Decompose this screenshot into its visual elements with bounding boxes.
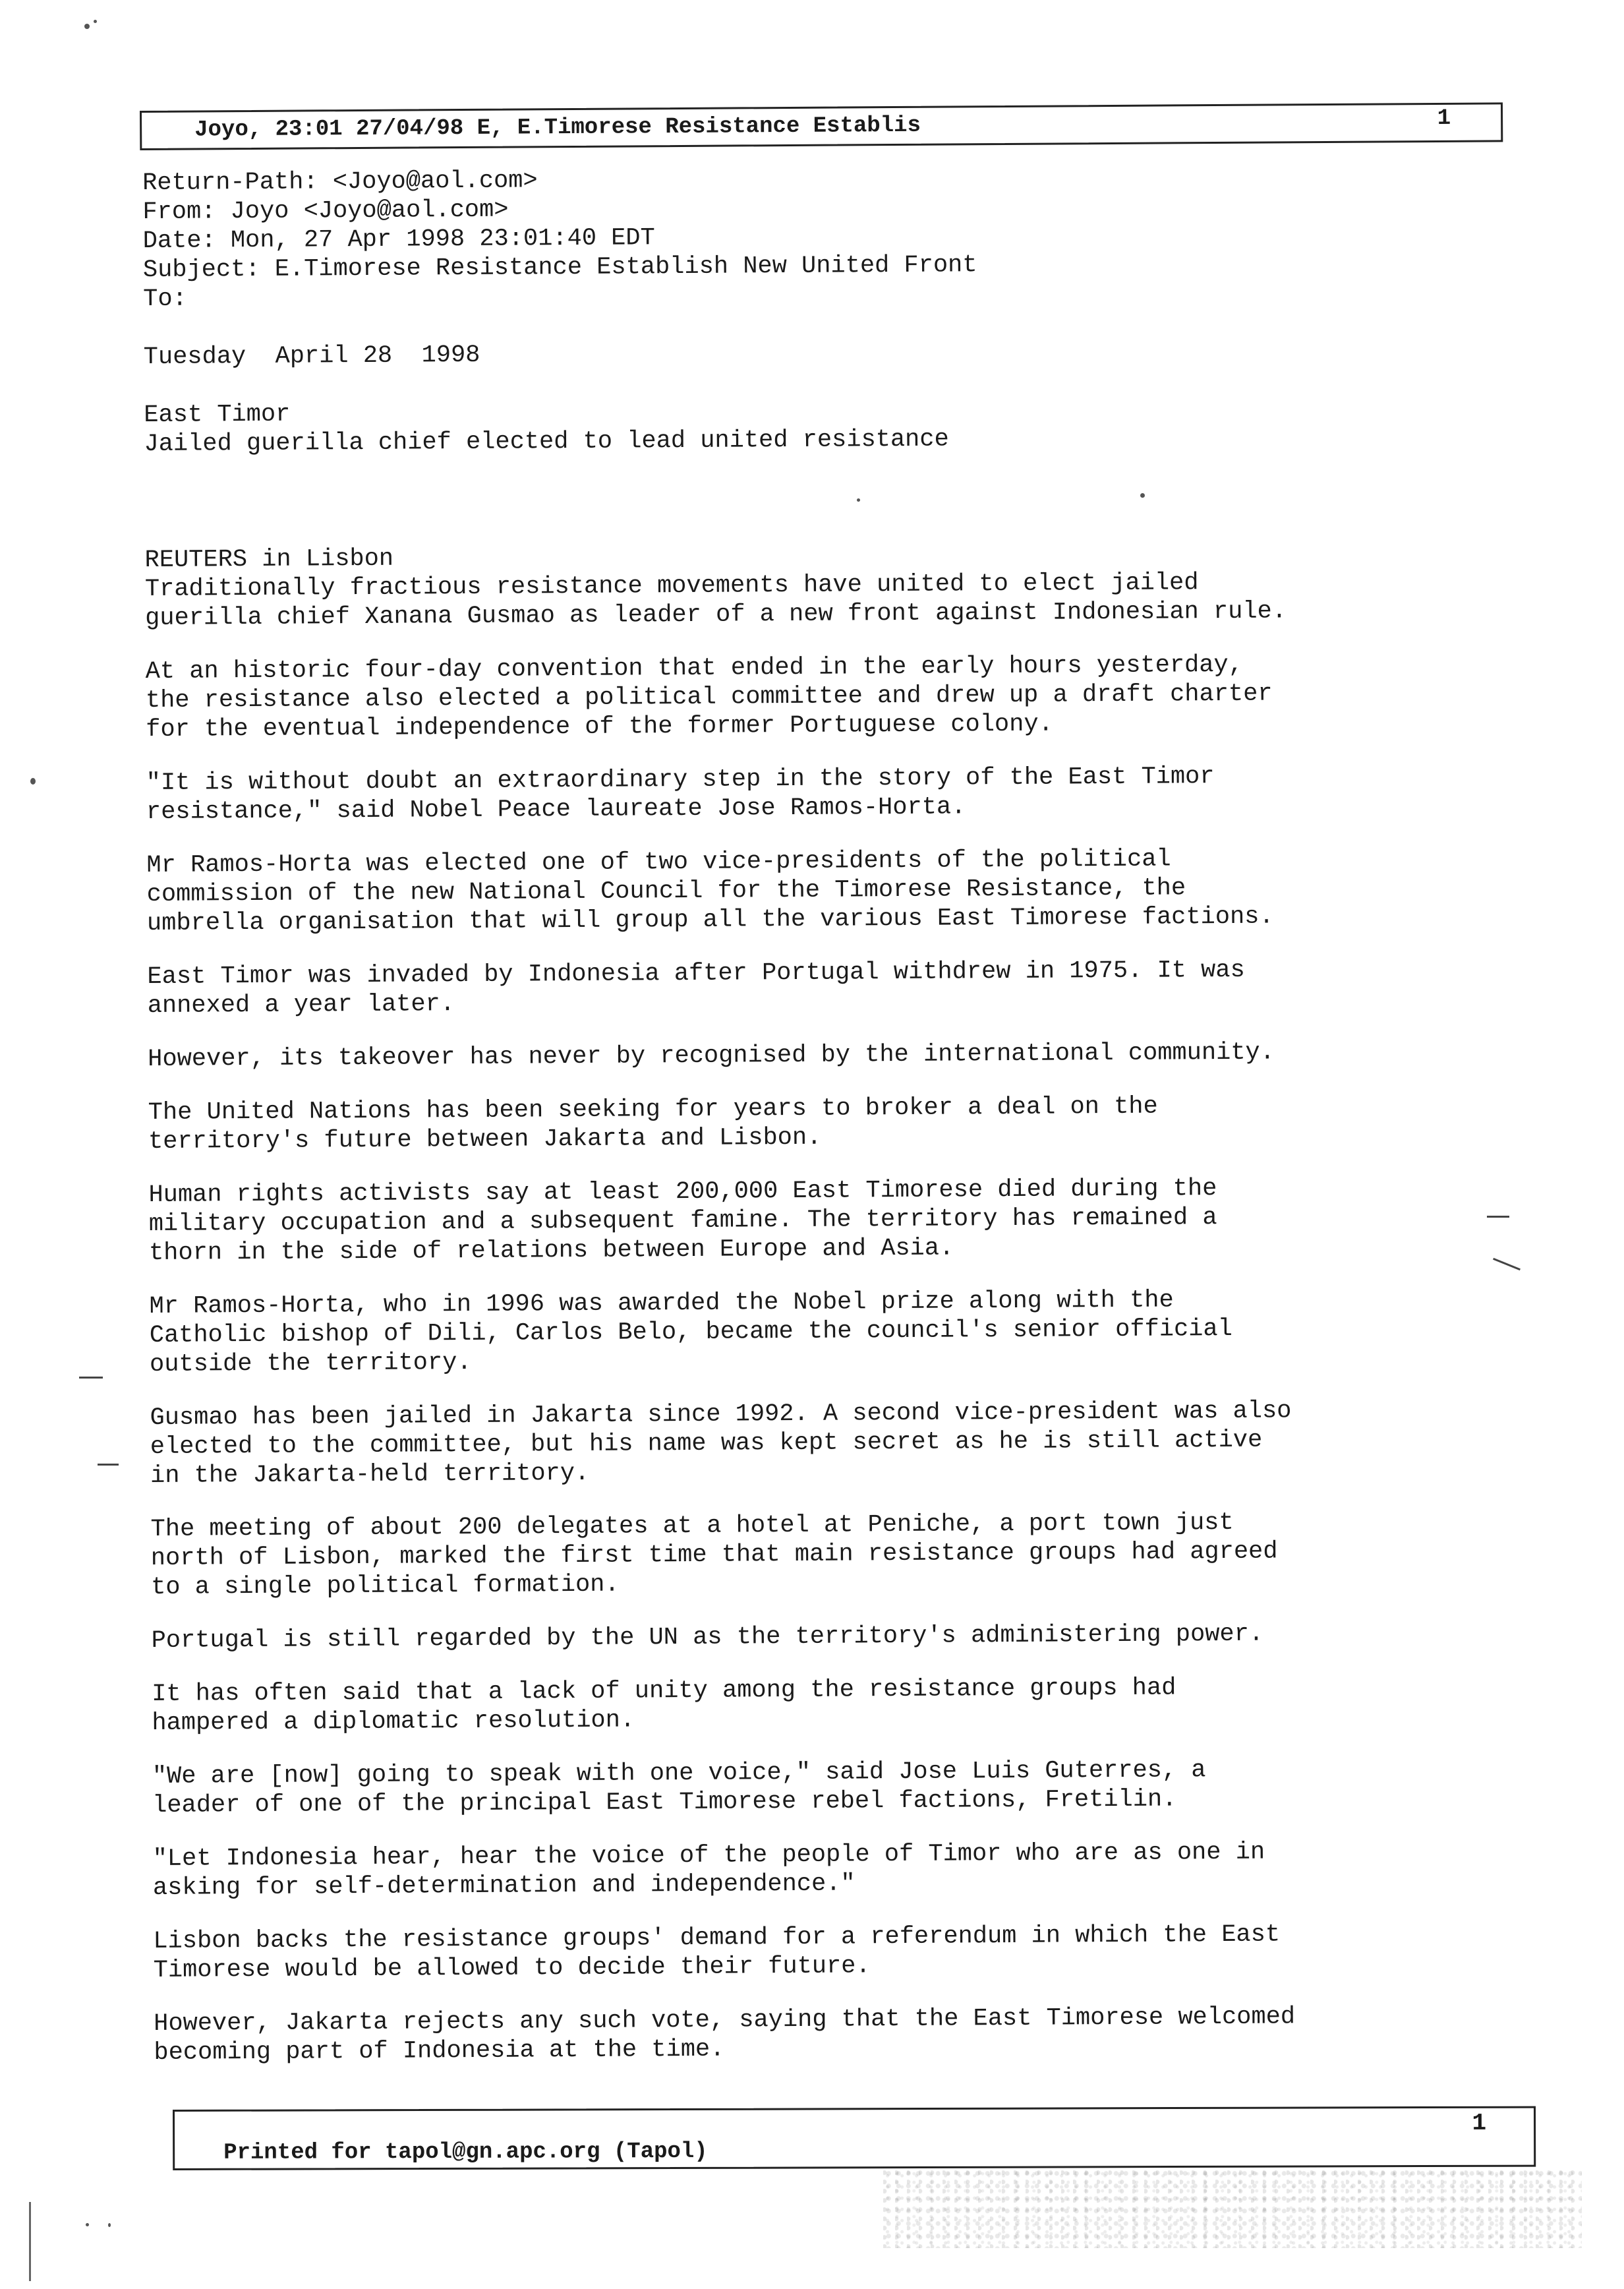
paragraph-line: However, Jakarta rejects any such vote, saying that the East Timorese welcomed (154, 2003, 1296, 2038)
paragraph-line: elected to the committee, but his name was kept secret as he is still active (150, 1426, 1263, 1461)
paragraph-line: Catholic bishop of Dili, Carlos Belo, became the council's senior official (149, 1315, 1232, 1350)
margin-mark (29, 2202, 31, 2281)
print-header-page-number: 1 (1437, 105, 1451, 131)
paragraph-line: to a single political formation. (151, 1570, 620, 1601)
scan-noise (883, 2169, 1582, 2248)
body-paragraph (148, 1173, 1454, 1268)
print-header-title: Joyo, 23:01 27/04/98 E, E.Timorese Resistance Establis (194, 113, 921, 143)
paragraph-line: annexed a year later. (147, 990, 455, 1020)
paragraph-line: The meeting of about 200 delegates at a hotel at Peniche, a port town just (150, 1508, 1234, 1543)
body-paragraph (148, 1090, 1454, 1156)
body-paragraph (149, 1284, 1455, 1379)
paragraph-line: resistance," said Nobel Peace laureate Jose Ramos-Horta. (146, 793, 966, 826)
scan-speck (94, 20, 97, 23)
body-paragraph (153, 1837, 1459, 1903)
email-content (142, 161, 1459, 2067)
date-header: Date: Mon, 27 Apr 1998 23:01:40 EDT (142, 224, 655, 255)
body-paragraph (146, 843, 1452, 938)
article-section: East Timor (144, 400, 291, 429)
body-paragraph (147, 955, 1453, 1021)
body-paragraph (146, 649, 1451, 744)
margin-mark (98, 1464, 119, 1466)
paragraph-line: hampered a diplomatic resolution. (152, 1706, 635, 1737)
article-lead-block (144, 538, 1450, 633)
paragraph-line: in the Jakarta-held territory. (150, 1459, 590, 1490)
paragraph-line: outside the territory. (149, 1348, 472, 1379)
body-paragraph (152, 1754, 1458, 1820)
subject-header: Subject: E.Timorese Resistance Establish New United Front (142, 251, 977, 284)
lead-line: guerilla chief Xanana Gusmao as leader of a new front against Indonesian rule. (145, 597, 1287, 632)
body-paragraph (148, 1037, 1453, 1074)
print-footer-bar (173, 2106, 1536, 2170)
lead-line: Traditionally fractious resistance movements have united to elect jailed (144, 569, 1199, 603)
scan-speck (84, 24, 90, 29)
body-paragraph (153, 1919, 1459, 1985)
paragraph-line: asking for self-determination and independence." (152, 1870, 856, 1902)
scan-speck (108, 2223, 111, 2227)
print-header-bar (140, 102, 1503, 150)
body-paragraph (152, 1619, 1457, 1655)
paragraph-line: However, its takeover has never by recognised by the international community. (148, 1038, 1275, 1073)
scan-speck (1140, 493, 1145, 498)
scan-speck (86, 2223, 89, 2226)
body-paragraph (146, 761, 1452, 827)
paragraph-line: Timorese would be allowed to decide their future. (153, 1952, 871, 1984)
paragraph-line: becoming part of Indonesia at the time. (154, 2035, 725, 2067)
body-paragraph (152, 1672, 1457, 1738)
article-byline: REUTERS in Lisbon (144, 545, 394, 574)
paragraph-line: Human rights activists say at least 200,000 East Timorese died during the (148, 1175, 1217, 1209)
scan-speck (857, 498, 860, 502)
paragraph-line: The United Nations has been seeking for years to broker a deal on the (148, 1092, 1158, 1127)
paragraph-line: thorn in the side of relations between Europe and Asia. (148, 1234, 954, 1267)
paragraph-line: East Timor was invaded by Indonesia after Portugal withdrew in 1975. It was (147, 956, 1245, 991)
paragraph-line: north of Lisbon, marked the first time that main resistance groups had agreed (150, 1537, 1278, 1572)
scan-speck (30, 778, 36, 785)
paragraph-line: It has often said that a lack of unity among the resistance groups had (152, 1674, 1176, 1708)
return-path-header: Return-Path: <Joyo@aol.com> (142, 167, 538, 197)
paragraph-line: "We are [now] going to speak with one voice," said Jose Luis Guterres, a (152, 1756, 1206, 1791)
paragraph-line: military occupation and a subsequent famine. The territory has remained a (148, 1204, 1217, 1238)
paragraph-line: territory's future between Jakarta and Lisbon. (148, 1123, 822, 1156)
margin-mark (1493, 1258, 1521, 1270)
paragraph-line: umbrella organisation that will group all the various East Timorese factions. (146, 903, 1274, 937)
paragraph-line: commission of the new National Council for the Timorese Resistance, the (146, 874, 1186, 908)
article-dateline: Tuesday April 28 1998 (143, 341, 480, 371)
article-headline: Jailed guerilla chief elected to lead united resistance (144, 425, 949, 458)
paragraph-line: for the eventual independence of the former Portuguese colony. (146, 710, 1053, 744)
body-paragraph (150, 1396, 1455, 1491)
paragraph-line: Mr Ramos-Horta, who in 1996 was awarded the Nobel prize along with the (149, 1286, 1174, 1321)
from-header: From: Joyo <Joyo@aol.com> (142, 196, 509, 226)
paragraph-line: "Let Indonesia hear, hear the voice of the people of Timor who are as one in (152, 1838, 1265, 1873)
paragraph-line: leader of one of the principal East Timorese rebel factions, Fretilin. (152, 1785, 1177, 1820)
paragraph-line: Portugal is still regarded by the UN as the territory's administering power. (151, 1620, 1264, 1655)
paragraph-line: Mr Ramos-Horta was elected one of two vice-presidents of the political (146, 845, 1171, 879)
paragraph-line: Lisbon backs the resistance groups' demand for a referendum in which the East (153, 1920, 1281, 1955)
paragraph-line: the resistance also elected a political committee and drew up a draft charter (145, 680, 1273, 715)
print-footer-page-number: 1 (1472, 2109, 1487, 2137)
margin-mark (1487, 1216, 1509, 1218)
margin-mark (79, 1377, 103, 1379)
to-header: To: (143, 285, 187, 313)
paragraph-line: Gusmao has been jailed in Jakarta since 1992. A second vice-president was also (150, 1397, 1292, 1432)
body-paragraph (150, 1507, 1456, 1602)
body-paragraph (154, 2002, 1459, 2067)
paragraph-line: "It is without doubt an extraordinary step in the story of the East Timor (146, 763, 1215, 797)
article-heading-block (144, 393, 1449, 459)
email-headers (142, 161, 1448, 314)
printed-for-label: Printed for tapol@gn.apc.org (Tapol) (223, 2139, 708, 2166)
paragraph-line: At an historic four-day convention that ended in the early hours yesterday, (145, 651, 1244, 686)
